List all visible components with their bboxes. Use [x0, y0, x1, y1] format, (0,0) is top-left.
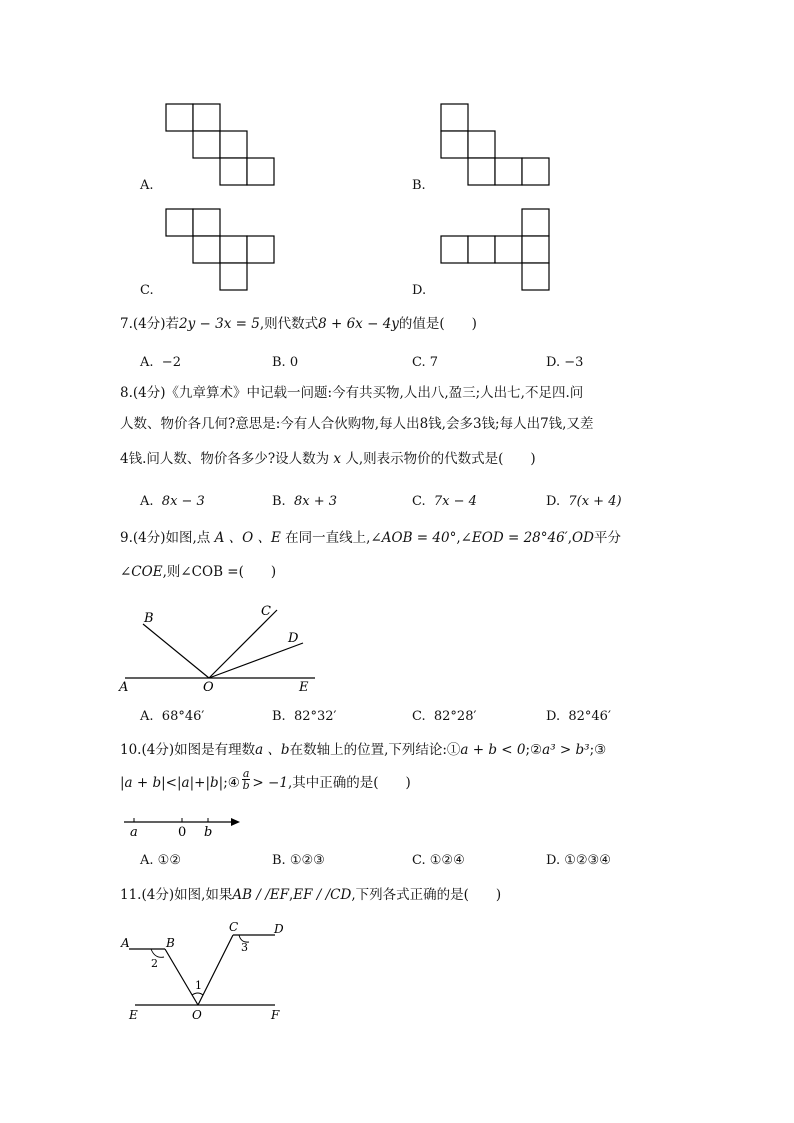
q6-net-c: [160, 205, 290, 300]
q11-label-b: B: [166, 936, 175, 950]
q8-option-a[interactable]: A. 8x − 3: [140, 494, 205, 509]
q6-net-d: [435, 205, 565, 300]
q6-option-a-label[interactable]: A.: [140, 178, 154, 193]
q10-option-a[interactable]: A. ①②: [140, 853, 181, 868]
q8-option-d[interactable]: D. 7(x + 4): [546, 494, 622, 509]
q10-option-d[interactable]: D. ①②③④: [546, 853, 611, 868]
q10-stem-line1: 10.(4分)如图是有理数a 、b在数轴上的位置,下列结论:①a + b < 0;②a³ > b³;③: [120, 742, 607, 758]
q6-net-b: [435, 100, 565, 195]
q11-label-a: A: [121, 936, 130, 950]
q11-stem: 11.(4分)如图,如果AB / /EF,EF / /CD,下列各式正确的是( ): [120, 887, 502, 903]
q7-option-d[interactable]: D. −3: [546, 355, 584, 370]
q10-number-line: [122, 810, 247, 840]
q11-label-c: C: [229, 920, 239, 934]
q10-frac-den: b: [242, 779, 250, 792]
q8-stem-line1: 8.(4分)《九章算术》中记载一问题:今有共买物,人出八,盈三;人出七,不足四.问: [120, 385, 584, 401]
q9-label-d: D: [288, 631, 299, 646]
q11-label-f: F: [271, 1008, 280, 1022]
q11-angle-2: 2: [151, 957, 158, 970]
q6-option-c-label[interactable]: C.: [140, 283, 154, 298]
q9-label-b: B: [144, 611, 154, 626]
q11-angle-1: 1: [195, 979, 202, 992]
q11-label-d: D: [274, 922, 284, 936]
q11-angle-3: 3: [241, 941, 248, 954]
q8-stem-line2: 人数、物价各几何?意思是:今有人合伙购物,每人出8钱,会多3钱;每人出7钱,又差: [120, 416, 594, 432]
q6-option-b-label[interactable]: B.: [412, 178, 426, 193]
q10-axis-b: b: [204, 825, 213, 840]
q10-option-b[interactable]: B. ①②③: [272, 853, 325, 868]
q9-stem-line1: 9.(4分)如图,点 A 、O 、E 在同一直线上,∠AOB = 40°,∠EOD = 28°46′,OD平分: [120, 530, 621, 546]
q8-option-c[interactable]: C. 7x − 4: [412, 494, 477, 509]
q9-option-a[interactable]: A. 68°46′: [140, 709, 205, 724]
q9-label-e: E: [299, 680, 309, 695]
q10-stem-line2: |a + b|<|a|+|b|;④ $\frac{a}{b}$ > −1,其中正确的是( ): [120, 767, 411, 792]
q8-option-b[interactable]: B. 8x + 3: [272, 494, 337, 509]
q9-option-d[interactable]: D. 82°46′: [546, 709, 611, 724]
q11-label-o: O: [192, 1008, 202, 1022]
q10-axis-a: a: [130, 825, 138, 840]
q9-label-o: O: [203, 680, 214, 695]
q9-angle-figure: [115, 598, 330, 698]
q8-stem-line3: 4钱.问人数、物价各多少?设人数为 x 人,则表示物价的代数式是( ): [120, 451, 536, 467]
q9-stem-line2: ∠COE,则∠COB =( ): [120, 564, 277, 580]
q11-label-e: E: [129, 1008, 138, 1022]
q10-axis-zero: 0: [178, 825, 187, 840]
q7-stem: 7.(4分)若2y − 3x = 5,则代数式8 + 6x − 4y的值是( ): [120, 316, 477, 332]
q6-option-d-label[interactable]: D.: [412, 283, 427, 298]
q7-option-a[interactable]: A. −2: [140, 355, 181, 370]
q9-option-c[interactable]: C. 82°28′: [412, 709, 477, 724]
q9-option-b[interactable]: B. 82°32′: [272, 709, 337, 724]
q6-net-a: [160, 100, 290, 195]
q10-option-c[interactable]: C. ①②④: [412, 853, 465, 868]
q11-parallel-figure: [115, 915, 295, 1025]
q7-option-b[interactable]: B. 0: [272, 355, 299, 370]
q9-label-c: C: [261, 604, 271, 619]
q9-label-a: A: [119, 680, 129, 695]
q10-frac-num: a: [242, 767, 250, 780]
q7-option-c[interactable]: C. 7: [412, 355, 439, 370]
